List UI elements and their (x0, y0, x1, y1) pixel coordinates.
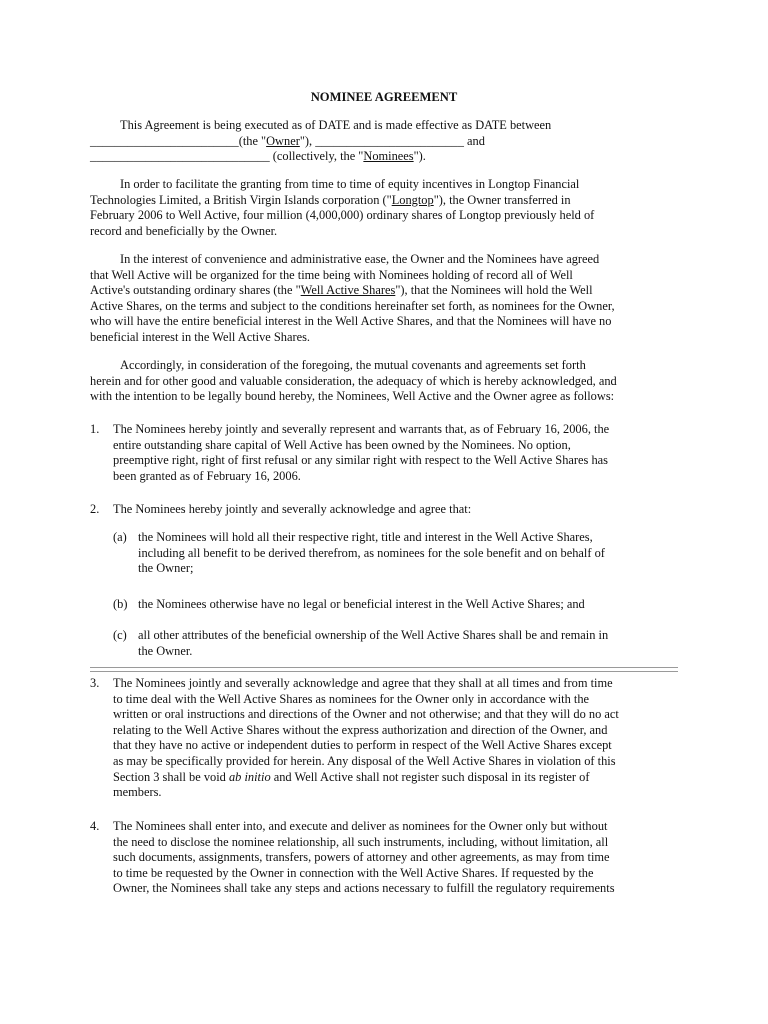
text-line: The Nominees jointly and severally acknowledge and agree that they shall at all times and from time (113, 676, 613, 690)
text-line: preemptive right, right of first refusal or any similar right with respect to the Well Active Shares has (113, 453, 608, 468)
subclause-body (138, 530, 678, 577)
subclause-label: (a) (113, 530, 127, 544)
text-line: beneficial interest in the Well Active Shares. (90, 329, 311, 344)
text-fragment: "), ________________________ and (299, 133, 485, 148)
defined-term-longtop: Longtop (391, 192, 434, 207)
defined-term-well-active-shares: Well Active Shares (300, 283, 396, 298)
page-break-divider (90, 667, 678, 672)
text-fragment: "). (413, 149, 426, 164)
section-number: 3. (90, 676, 100, 690)
text-line: the need to disclose the nominee relationship, all such instruments, including, without limitation, all (113, 834, 609, 849)
text-line: that Well Active will be organized for the time being with Nominees holding of record all of Well (90, 267, 573, 282)
text-line: Active Shares, on the terms and subject to the conditions hereinafter set forth, as nominees for the Owner, (90, 298, 615, 313)
text-line: Accordingly, in consideration of the foregoing, the mutual covenants and agreements set forth (120, 358, 586, 372)
text-line (90, 283, 682, 299)
grant-paragraph (90, 177, 682, 239)
text-line: record and beneficially by the Owner. (90, 223, 278, 238)
section-number: 2. (90, 502, 100, 516)
text-line: members. (113, 785, 162, 800)
text-fragment: "), the Owner transferred in (433, 192, 571, 207)
section-body (113, 676, 683, 801)
text-line: herein and for other good and valuable consideration, the adequacy of which is hereby acknowledged, and (90, 373, 617, 388)
text-line: This Agreement is being executed as of DATE and is made effective as DATE between (120, 118, 552, 132)
text-line: Owner, the Nominees shall take any steps and actions necessary to fulfill the regulatory requirements (113, 881, 615, 896)
subclause-label: (c) (113, 628, 127, 642)
text-line: The Nominees shall enter into, and execute and deliver as nominees for the Owner only but without (113, 819, 608, 833)
text-line: February 2006 to Well Active, four million (4,000,000) ordinary shares of Longtop previously held of (90, 208, 595, 223)
text-line: to time deal with the Well Active Shares as nominees for the Owner only in accordance with the (113, 691, 590, 706)
text-line (90, 149, 682, 165)
text-line: such documents, assignments, transfers, powers of attorney and other agreements, as may from time (113, 850, 610, 865)
text-line: The Nominees hereby jointly and severally acknowledge and agree that: (113, 502, 472, 516)
text-line (113, 770, 683, 786)
text-line: the Owner. (138, 643, 193, 658)
intro-paragraph (90, 118, 682, 165)
subclause-body (138, 628, 678, 659)
subclause-body (138, 597, 678, 613)
text-line: written or oral instructions and directions of the Owner and not otherwise; and that they will do no act (113, 707, 619, 722)
text-fragment: and Well Active shall not register such disposal in its register of (270, 769, 590, 784)
section-number: 1. (90, 422, 100, 436)
text-fragment: Active's outstanding ordinary shares (the " (90, 283, 301, 298)
text-line: to time be requested by the Owner in connection with the Well Active Shares. If requested by the (113, 865, 594, 880)
text-line: all other attributes of the beneficial ownership of the Well Active Shares shall be and remain in (138, 628, 609, 642)
text-fragment: "), that the Nominees will hold the Well (395, 283, 593, 298)
defined-term-owner: Owner (266, 133, 300, 148)
text-line: relating to the Well Active Shares without the express authorization and direction of the Owner, and (113, 722, 608, 737)
text-line: that they have no active or independent duties to perform in respect of the Well Active Shares except (113, 738, 612, 753)
section-number: 4. (90, 819, 100, 833)
text-fragment: _____________________________ (collectively, the " (90, 149, 364, 164)
text-line: In order to facilitate the granting from time to time of equity incentives in Longtop Financial (120, 177, 580, 191)
text-fragment: Technologies Limited, a British Virgin Islands corporation (" (90, 192, 392, 207)
text-line: been granted as of February 16, 2006. (113, 468, 301, 483)
text-line: with the intention to be legally bound hereby, the Nominees, Well Active and the Owner agree as follows: (90, 389, 615, 404)
document-title: NOMINEE AGREEMENT (310, 90, 458, 104)
text-line: the Nominees will hold all their respective right, title and interest in the Well Active Shares, (138, 530, 593, 544)
section-body (113, 819, 683, 897)
italic-term: ab initio (228, 769, 271, 784)
text-fragment: Section 3 shall be void (113, 769, 229, 784)
section-body (113, 422, 683, 484)
text-line (90, 134, 682, 150)
text-line: In the interest of convenience and administrative ease, the Owner and the Nominees have agreed (120, 252, 600, 266)
text-line: entire outstanding share capital of Well Active has been owned by the Nominees. No option, (113, 437, 571, 452)
subclause-label: (b) (113, 597, 128, 611)
text-line: the Owner; (138, 561, 194, 576)
text-line: The Nominees hereby jointly and severally represent and warrants that, as of February 16, 2006, the (113, 422, 610, 436)
text-line: the Nominees otherwise have no legal or beneficial interest in the Well Active Shares; and (138, 597, 585, 611)
text-line: including all benefit to be derived therefrom, as nominees for the sole benefit and on behalf of (138, 545, 605, 560)
accordingly-paragraph (90, 358, 682, 405)
section-body (113, 502, 683, 518)
text-fragment: ________________________(the " (90, 133, 267, 148)
interest-paragraph (90, 252, 682, 346)
text-line: who will have the entire beneficial interest in the Well Active Shares, and that the Nominees will have no (90, 314, 612, 329)
text-line: as may be specifically provided for herein. Any disposal of the Well Active Shares in violation of this (113, 753, 616, 768)
defined-term-nominees: Nominees (363, 149, 414, 164)
text-line (90, 193, 682, 209)
